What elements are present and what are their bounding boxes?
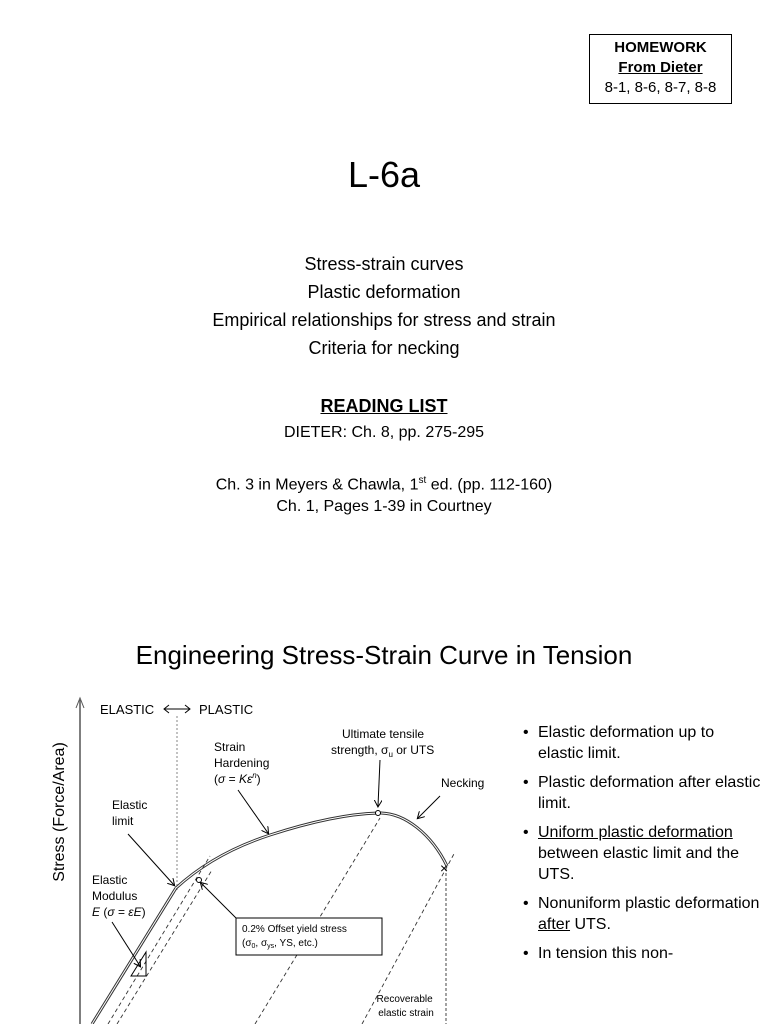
strain-hardening-label: Strain Hardening [214, 740, 270, 770]
bullet-uniform-plastic [522, 822, 762, 885]
necking-label: Necking [441, 776, 485, 790]
reading-meyers-text: Ch. 3 in Meyers & Chawla, 1 [215, 476, 419, 494]
bullet-list [522, 722, 762, 972]
topic-item: Criteria for necking [308, 338, 460, 358]
elastic-modulus-label: Elastic Modulus [92, 873, 138, 903]
reading-dieter: DIETER: Ch. 8, pp. 275-295 [283, 424, 485, 441]
offset-yield-label: 0.2% Offset yield stress [242, 924, 347, 935]
double-arrow-icon [164, 705, 190, 713]
elastic-modulus-equation: E (σ = εE) [92, 905, 146, 919]
strain-hardening-equation: $(\sigma = K\varepsilon^n)$ [214, 771, 261, 786]
topic-item: Stress-strain curves [304, 254, 464, 274]
bullet-uniform-term: Uniform plastic deformation [538, 824, 733, 841]
yield-point [197, 878, 202, 883]
plastic-label: PLASTIC [199, 702, 254, 717]
bullet-nonuniform-plastic [522, 893, 762, 935]
reading-list-heading: READING LIST [320, 396, 448, 416]
bullet-nonuniform-post: UTS. [570, 916, 611, 933]
bullet-elastic-deformation: • Elastic deformation up to elastic limit. [522, 722, 762, 764]
reading-meyers-sup: st [418, 475, 427, 486]
topic-item: Plastic deformation [307, 282, 461, 302]
reading-meyers [0, 471, 768, 495]
elastic-label: ELASTIC [100, 702, 155, 717]
lecture-title: L-6a [347, 154, 421, 195]
offset-yield-label-line2: ($\sigma_0$, $\sigma_{ys}$, YS, etc.) [242, 938, 318, 950]
homework-problems: 8-1, 8-6, 8-7, 8-8 [604, 79, 717, 96]
y-axis-label: Stress (Force/Area) [51, 742, 68, 882]
slide-title: Engineering Stress-Strain Curve in Tension [135, 640, 633, 670]
bullet-nonuniform-pre: Nonuniform plastic deformation [538, 895, 760, 912]
stress-strain-curve [176, 813, 447, 888]
bullet-plastic-deformation: • Plastic deformation after elastic limit. [522, 772, 762, 814]
reading-courtney: Ch. 1, Pages 1-39 in Courtney [276, 498, 492, 515]
topic-item: Empirical relationships for stress and strain [212, 310, 556, 330]
recoverable-strain-label: Recoverable elastic strain [376, 994, 434, 1019]
reading-meyers-edition: ed. (pp. 112-160) [426, 476, 553, 494]
fracture-x-icon: × [440, 860, 449, 876]
bullet-uniform-desc: between elastic limit and the UTS. [538, 845, 739, 883]
bullet-tension: • In tension this non- [522, 943, 762, 964]
homework-source: From Dieter [618, 59, 703, 76]
uts-point [376, 811, 381, 816]
bullet-nonuniform-after: after [538, 916, 571, 933]
uts-label: Ultimate tensile [342, 727, 425, 741]
stress-strain-diagram [0, 690, 515, 1024]
homework-title: HOMEWORK [614, 39, 707, 56]
uts-label-line2: strength, $\sigma_u$ or UTS [331, 743, 435, 759]
elastic-limit-label: Elastic limit [112, 798, 148, 828]
homework-box [589, 34, 732, 104]
topic-list [0, 250, 768, 362]
